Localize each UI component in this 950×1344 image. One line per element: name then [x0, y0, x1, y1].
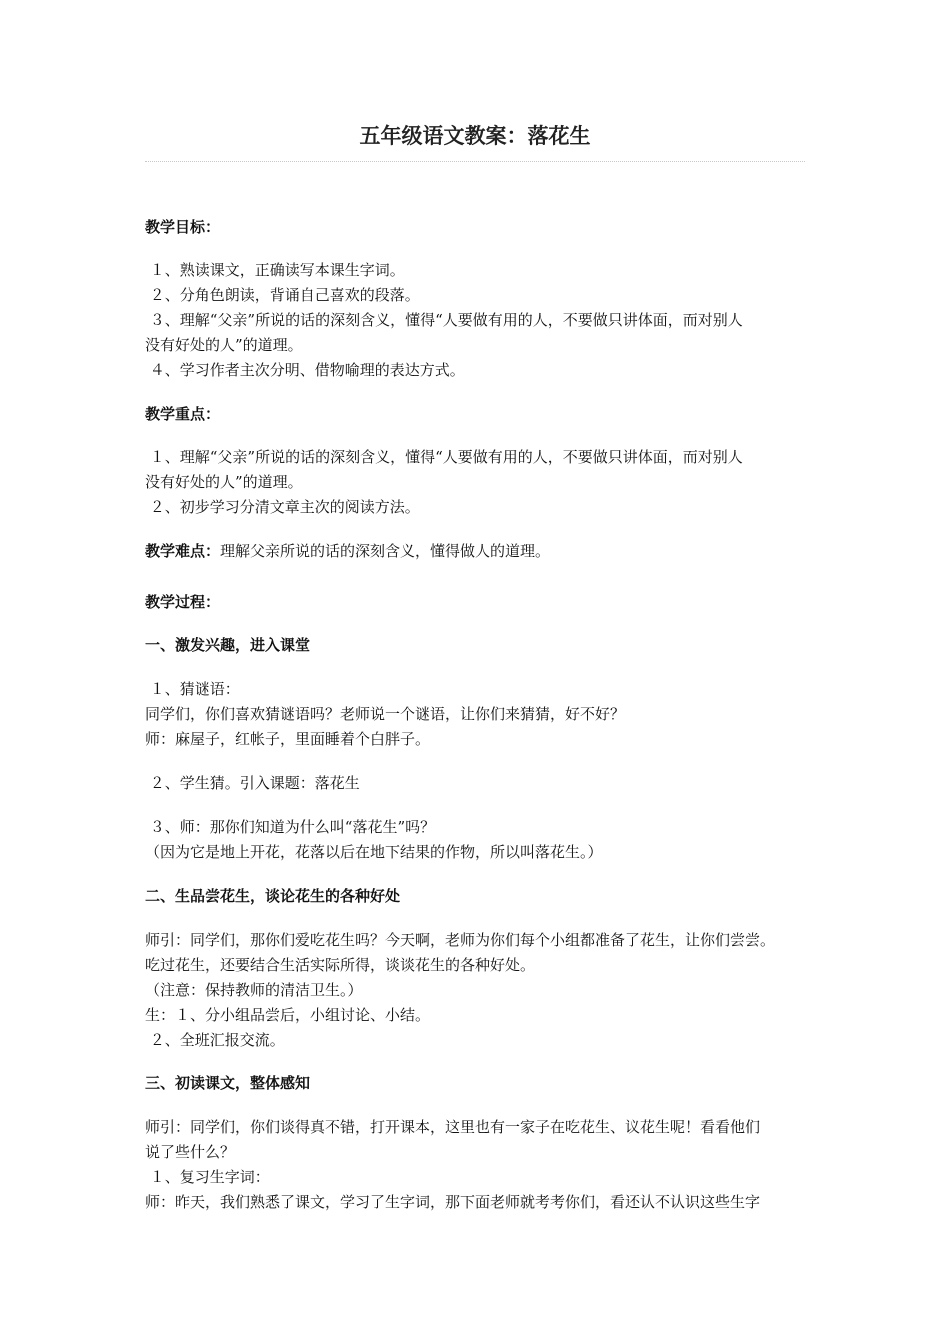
- list-item: ２、初步学习分清文章主次的阅读方法。: [145, 498, 420, 516]
- text-line: 生：１、分小组品尝后，小组讨论、小结。: [145, 1006, 431, 1024]
- list-item: ２、分角色朗读，背诵自己喜欢的段落。: [145, 286, 420, 304]
- section-heading: 教学重点：: [145, 405, 221, 423]
- text-line: 说了些什么？: [145, 1143, 236, 1161]
- section1-group1: [145, 677, 820, 752]
- text-line: ３、师：那你们知道为什么叫“落花生”吗？: [145, 818, 436, 836]
- text-line: 师：昨天，我们熟悉了课文，学习了生字词，那下面老师就考考你们，看还认不认识这些生字: [145, 1193, 761, 1211]
- list-item: １、理解“父亲”所说的话的深刻含义，懂得“人要做有用的人，不要做只讲体面，而对别人: [145, 448, 743, 466]
- section1-group2: [145, 771, 820, 796]
- text-line: 师引：同学们，你们谈得真不错，打开课本，这里也有一家子在吃花生、议花生呢！看看他们: [145, 1118, 761, 1136]
- list-item: 没有好处的人”的道理。: [145, 336, 303, 354]
- section1-group3: [145, 815, 820, 865]
- section3-body: [145, 1115, 820, 1215]
- difficulty-text: 理解父亲所说的话的深刻含义，懂得做人的道理。: [220, 542, 551, 560]
- text-line: １、猜谜语：: [145, 680, 240, 698]
- section-heading: 教学难点：: [145, 542, 221, 560]
- text-line: １、复习生字词：: [145, 1168, 270, 1186]
- section-heading: 二、生品尝花生，谈论花生的各种好处: [145, 887, 401, 905]
- process-heading: [145, 590, 820, 615]
- section2-heading: [145, 884, 820, 909]
- difficulty-paragraph: [145, 539, 820, 564]
- key-points-list: [145, 445, 820, 520]
- list-item: 没有好处的人”的道理。: [145, 473, 303, 491]
- text-line: （注意：保持教师的清洁卫生。）: [145, 981, 363, 999]
- list-item: ３、理解“父亲”所说的话的深刻含义，懂得“人要做有用的人，不要做只讲体面，而对别人: [145, 311, 743, 329]
- text-line: ２、学生猜。引入课题：落花生: [145, 774, 360, 792]
- section-heading: 三、初读课文，整体感知: [145, 1074, 311, 1092]
- section-heading: 一、激发兴趣，进入课堂: [145, 636, 311, 654]
- list-item: ４、学习作者主次分明、借物喻理的表达方式。: [145, 361, 465, 379]
- document-title: 五年级语文教案：落花生: [359, 124, 591, 148]
- list-item: １、熟读课文，正确读写本课生字词。: [145, 261, 405, 279]
- text-line: 师：麻屋子，红帐子，里面睡着个白胖子。: [145, 730, 431, 748]
- section3-heading: [145, 1071, 820, 1096]
- text-line: （因为它是地上开花，花落以后在地下结果的作物，所以叫落花生。）: [145, 843, 603, 861]
- section2-body: [145, 928, 820, 1053]
- text-line: 同学们，你们喜欢猜谜语吗？老师说一个谜语，让你们来猜猜，好不好？: [145, 705, 626, 723]
- section-heading: 教学目标：: [145, 218, 221, 236]
- objectives-heading: [145, 215, 820, 240]
- section1-heading: [145, 633, 820, 658]
- objectives-list: [145, 258, 820, 383]
- text-line: ２、全班汇报交流。: [145, 1031, 285, 1049]
- section-heading: 教学过程：: [145, 593, 221, 611]
- key-points-heading: [145, 402, 820, 427]
- text-line: 吃过花生，还要结合生活实际所得，谈谈花生的各种好处。: [145, 956, 536, 974]
- title-divider: [145, 161, 805, 162]
- text-line: 师引：同学们，那你们爱吃花生吗？今天啊，老师为你们每个小组都准备了花生，让你们尝尝。: [145, 931, 776, 949]
